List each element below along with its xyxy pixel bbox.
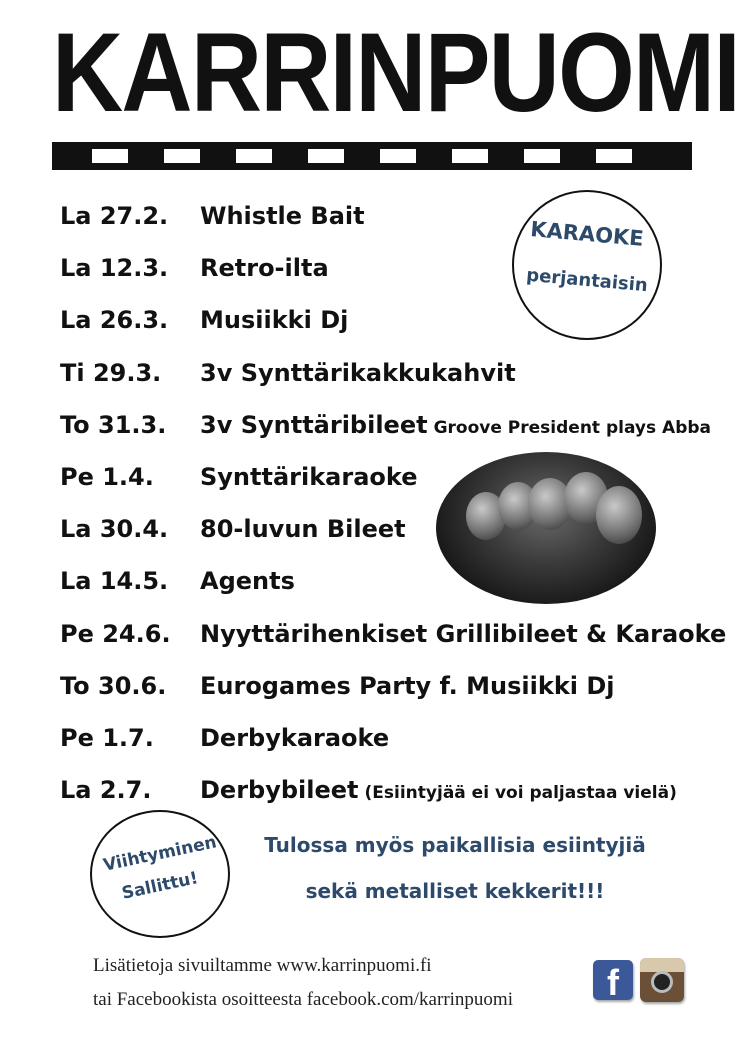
film-strip-divider bbox=[52, 142, 692, 170]
event-name: 3v Synttäribileet Groove President plays Abba bbox=[200, 410, 711, 439]
karaoke-badge bbox=[512, 190, 662, 340]
strip-hole bbox=[452, 149, 488, 163]
event-date: Pe 24.6. bbox=[60, 619, 171, 648]
event-name: Whistle Bait bbox=[200, 202, 365, 230]
instagram-icon-lens bbox=[651, 971, 673, 993]
event-name: 80-luvun Bileet bbox=[200, 515, 406, 544]
event-name: Nyyttärihenkiset Grillibileet & Karaoke bbox=[200, 619, 727, 648]
strip-hole bbox=[92, 149, 128, 163]
band-member bbox=[596, 486, 642, 544]
strip-hole bbox=[236, 149, 272, 163]
facebook-icon[interactable]: f bbox=[593, 960, 633, 1000]
event-date: La 2.7. bbox=[60, 776, 152, 805]
strip-hole bbox=[308, 149, 344, 163]
event-name: Agents bbox=[200, 567, 295, 596]
event-row bbox=[60, 718, 700, 770]
event-name: Derbybileet (Esiintyjää ei voi paljastaa vielä) bbox=[200, 776, 677, 805]
event-date: To 30.6. bbox=[60, 671, 167, 700]
strip-hole bbox=[164, 149, 200, 163]
event-date: Ti 29.3. bbox=[60, 358, 162, 387]
strip-hole bbox=[524, 149, 560, 163]
event-date: To 31.3. bbox=[60, 410, 167, 439]
karaoke-badge-subtitle: perjantaisin bbox=[525, 264, 649, 297]
announcement bbox=[240, 822, 670, 914]
event-row bbox=[60, 405, 711, 457]
event-name: Eurogames Party f. Musiikki Dj bbox=[200, 671, 615, 700]
viihtyminen-badge-line2: Sallittu! bbox=[120, 868, 200, 904]
event-date: La 12.3. bbox=[60, 254, 169, 283]
poster-title: KARRINPUOMI bbox=[52, 10, 739, 135]
event-date: La 30.4. bbox=[60, 515, 169, 544]
event-row bbox=[60, 614, 727, 666]
viihtyminen-badge bbox=[90, 810, 230, 938]
event-date: La 26.3. bbox=[60, 306, 169, 335]
event-row bbox=[60, 353, 700, 405]
info-facebook: tai Facebookista osoitteesta facebook.com/karrinpuomi bbox=[93, 989, 513, 1010]
event-date: Pe 1.4. bbox=[60, 462, 154, 491]
event-name: Derbykaraoke bbox=[200, 723, 390, 752]
instagram-icon[interactable] bbox=[640, 958, 684, 1002]
karaoke-badge-title: KARAOKE bbox=[529, 217, 645, 251]
event-date: La 14.5. bbox=[60, 567, 169, 596]
event-row bbox=[60, 666, 700, 718]
event-name: Musiikki Dj bbox=[200, 306, 349, 335]
info-website: Lisätietoja sivuiltamme www.karrinpuomi.fi bbox=[93, 955, 432, 976]
event-date: La 27.2. bbox=[60, 202, 169, 230]
viihtyminen-badge-line1: Viihtyminen bbox=[101, 832, 219, 876]
event-date: Pe 1.7. bbox=[60, 723, 154, 752]
instagram-icon-top bbox=[640, 958, 684, 972]
announcement-line1: Tulossa myös paikallisia esiintyjiä bbox=[264, 833, 646, 857]
strip-hole bbox=[596, 149, 632, 163]
announcement-line2: sekä metalliset kekkerit!!! bbox=[305, 879, 605, 903]
event-name: Retro-ilta bbox=[200, 254, 329, 283]
event-name: 3v Synttärikakkukahvit bbox=[200, 358, 516, 387]
event-name: Synttärikaraoke bbox=[200, 462, 418, 491]
strip-hole bbox=[380, 149, 416, 163]
band-photo bbox=[436, 452, 656, 604]
